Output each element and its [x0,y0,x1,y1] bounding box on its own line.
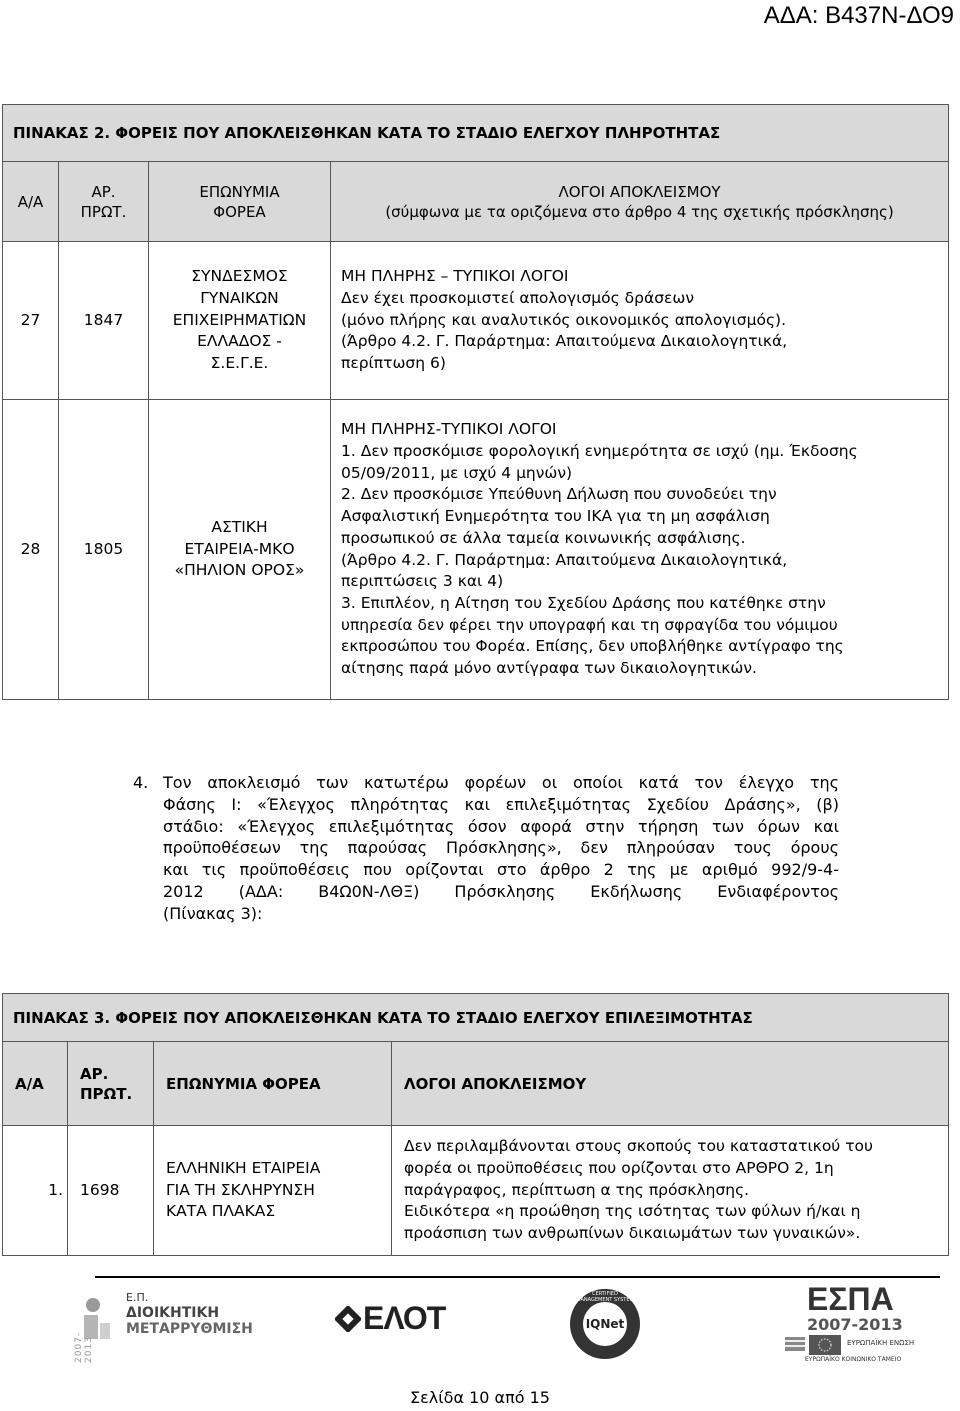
header-reasons: ΛΟΓΟΙ ΑΠΟΚΛΕΙΣΜΟΥ (σύμφωνα με τα οριζόμενα στο άρθρο 4 της σχετικής πρόσκλησης) [331,162,949,242]
elot-emblem-icon [335,1306,361,1332]
table-3-title: ΠΙΝΑΚΑΣ 3. ΦΟΡΕΙΣ ΠΟΥ ΑΠΟΚΛΕΙΣΘΗΚΑΝ ΚΑΤΑ ΤΟ ΣΤΑΔΙΟ ΕΛΕΓΧΟΥ ΕΠΙΛΕΞΙΜΟΤΗΤΑΣ [3,994,949,1042]
ep-line1-text: ΔΙΟΙΚΗΤΙΚΗ [126,1305,220,1321]
cell-ar: 1805 [59,400,149,700]
ep-small-text: Ε.Π. [126,1291,149,1304]
cell-name: ΕΛΛΗΝΙΚΗ ΕΤΑΙΡΕΙΑ ΓΙΑ ΤΗ ΣΚΛΗΡΥΝΣΗ ΚΑΤΑ ΠΛΑΚΑΣ [154,1126,392,1256]
table-3 [2,993,949,1256]
cell-aa: 28 [3,400,59,700]
cell-aa: 27 [3,242,59,400]
cell-reasons: ΜΗ ΠΛΗΡΗΣ-ΤΥΠΙΚΟΙ ΛΟΓΟΙ 1. Δεν προσκόμισε φορολογική ενημερότητα σε ισχύ (ημ. Έκδοσης 05/09/2011, με ισχύ 4 μηνών) 2. Δεν προσκόμισε Υπεύθυνη Δήλωση που συνοδεύει την Ασφαλιστική Ενημερότητα του ΙΚΑ για τη μη ασφάλιση προσωπικού σε άλλα ταμεία κοινωνικής ασφάλισης. (Άρθρο 4.2. Γ. Παράρτημα: Απαιτούμενα Δικαιολογητικά, περιπτώσεις 3 και 4) 3. Επιπλέον, η Αίτηση του Σχεδίου Δράσης που κατέθηκε στην υπηρεσία δεν φέρει την υπογραφή και τη σφραγίδα του νόμιμου εκπροσώπου του Φορέα. Επίσης, δεν υποβλήθηκε αντίγραφο της αίτησης παρά μόνο αντίγραφα των δικαιολογητικών. [331,400,949,700]
logo-dioikitiki-metarrythmisi [74,1283,258,1363]
logo-iqnet-certified [568,1287,642,1361]
cell-ar: 1847 [59,242,149,400]
table-row [3,400,949,700]
paragraph-number: 4. [133,773,149,792]
paragraph-line: 2012 (ΑΔΑ: Β4Ω0Ν-ΛΘΞ) Πρόσκλησης Εκδήλωσης Ενδιαφέροντος [163,881,839,901]
cert-brand-text: IQNet [585,1317,625,1331]
cert-ring-text: CERTIFIED MANAGEMENT SYSTEM [576,1291,634,1303]
paragraph-line: Τον αποκλεισμό των κατωτέρω φορέων οι οποίοι κατά τον έλεγχο της [163,773,839,792]
cell-name: ΑΣΤΙΚΗ ΕΤΑΙΡΕΙΑ-ΜΚΟ «ΠΗΛΙΟΝ ΟΡΟΣ» [149,400,331,700]
elot-text: ΕΛΟΤ [363,1300,446,1336]
greek-flag-icon [785,1337,805,1351]
page-number: Σελίδα 10 από 15 [410,1388,550,1407]
table-row [3,242,949,400]
paragraph-line: (Πίνακας 3): [163,903,263,923]
footer-divider [95,1276,940,1278]
espa-name-text: ΕΣΠΑ [807,1281,894,1317]
header-aa: Α/Α [3,1042,68,1126]
ada-code: ΑΔΑ: Β437Ν-ΔΟ9 [763,2,954,29]
espa-years-text: 2007-2013 [807,1315,903,1334]
ep-line2-text: ΜΕΤΑΡΡΥΘΜΙΣΗ [126,1321,253,1337]
paragraph-line: στάδιο: «Έλεγχος επιλεξιμότητας όσον αφορά στην τήρηση των όρων και [163,816,839,836]
paragraph-line: και τις προϋποθέσεις που ορίζονται στο άρθρο 2 της με αριθμό 992/9-4- [163,860,839,880]
header-name: ΕΠΩΝΥΜΙΑ ΦΟΡΕΑ [154,1042,392,1126]
cell-name: ΣΥΝΔΕΣΜΟΣ ΓΥΝΑΙΚΩΝ ΕΠΙΧΕΙΡΗΜΑΤΙΩΝ ΕΛΛΑΔΟΣ - Σ.Ε.Γ.Ε. [149,242,331,400]
header-reasons: ΛΟΓΟΙ ΑΠΟΚΛΕΙΣΜΟΥ [392,1042,949,1126]
ep-years-text: 2007-2013 [74,1331,94,1363]
espa-sub-text: ΕΥΡΩΠΑΪΚΗ ΕΝΩΣΗ [847,1339,915,1347]
header-ar-prot: ΑΡ. ΠΡΩΤ. [68,1042,154,1126]
paragraph-line: προϋποθέσεων της παρούσας Πρόσκλησης», δεν πληρούσαν τους όρους [163,838,839,858]
header-name: ΕΠΩΝΥΜΙΑ ΦΟΡΕΑ [149,162,331,242]
logo-elot [335,1300,460,1340]
cell-reasons: Δεν περιλαμβάνονται στους σκοπούς του καταστατικού του φορέα οι προϋποθέσεις που ορίζονται στο ΑΡΘΡΟ 2, 1η παράγραφος, περίπτωση α της πρόσκλησης. Ειδικότερα «η προώθηση της ισότητας των φύλων ή/και η προάσπιση των ανθρωπίνων δικαιωμάτων των γυναικών». [392,1126,949,1256]
espa-fund-text: ΕΥΡΩΠΑΪΚΟ ΚΟΙΝΩΝΙΚΟ ΤΑΜΕΙΟ [805,1356,902,1363]
cell-ar: 1698 [68,1126,154,1256]
header-aa: Α/Α [3,162,59,242]
cell-aa: 1. [3,1126,68,1256]
table-row [3,1126,949,1256]
table-2-title: ΠΙΝΑΚΑΣ 2. ΦΟΡΕΙΣ ΠΟΥ ΑΠΟΚΛΕΙΣΘΗΚΑΝ ΚΑΤΑ ΤΟ ΣΤΑΔΙΟ ΕΛΕΓΧΟΥ ΠΛΗΡΟΤΗΤΑΣ [3,105,949,162]
table-2 [2,104,949,700]
header-ar-prot: ΑΡ. ΠΡΩΤ. [59,162,149,242]
paragraph-4 [133,772,839,925]
eu-flag-icon [809,1335,841,1355]
paragraph-line: Φάσης Ι: «Έλεγχος πληρότητας και επιλεξιμότητας Σχεδίου Δράσης», (β) [163,794,839,814]
logo-espa [755,1281,955,1365]
cell-reasons: ΜΗ ΠΛΗΡΗΣ – ΤΥΠΙΚΟΙ ΛΟΓΟΙ Δεν έχει προσκομιστεί απολογισμός δράσεων (μόνο πλήρης και αναλυτικός οικονομικός απολογισμός). (Άρθρο 4.2. Γ. Παράρτημα: Απαιτούμενα Δικαιολογητικά, περίπτωση 6) [331,242,949,400]
